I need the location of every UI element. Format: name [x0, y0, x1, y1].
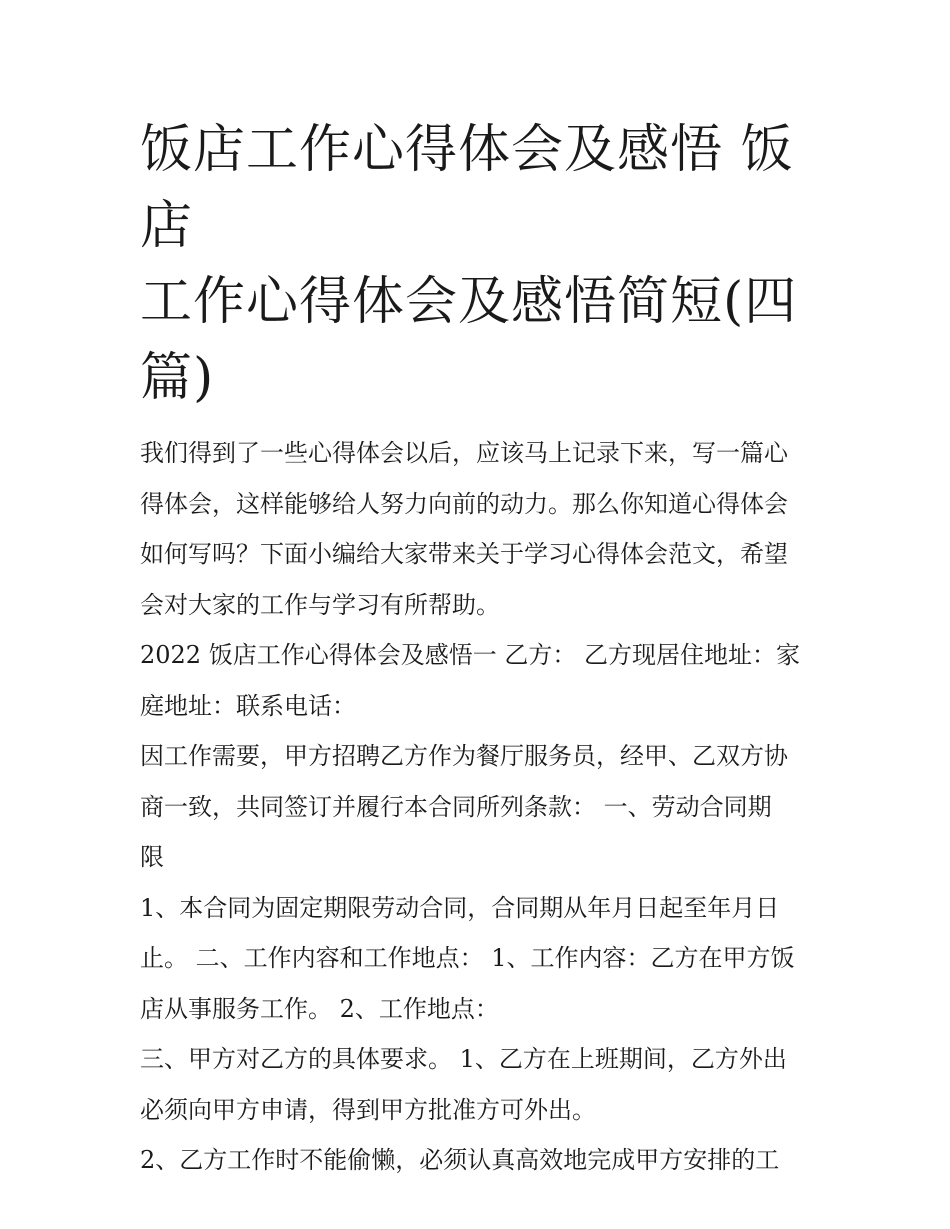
title-line: 饭店工作心得体会及感悟 饭店: [140, 120, 794, 256]
paragraph-intro: [140, 428, 822, 630]
paragraph-contract-term: [140, 883, 822, 1035]
paragraph-line: 2022 饭店工作心得体会及感悟一 乙方： 乙方现居住地址：家: [140, 641, 800, 669]
document-title: [140, 112, 822, 416]
paragraph-line: 2、乙方工作时不能偷懒，必须认真高效地完成甲方安排的工: [140, 1146, 780, 1174]
paragraph-line: 1、本合同为固定期限劳动合同，合同期从年月日起至年月日: [140, 893, 780, 922]
paragraph-line: 如何写吗？下面小编给大家带来关于学习心得体会范文，希望: [140, 540, 788, 568]
paragraph-line: 会对大家的工作与学习有所帮助。: [140, 590, 500, 619]
paragraph-line: 限: [140, 843, 164, 871]
paragraph-recruitment: [140, 731, 822, 883]
paragraph-line: 得体会，这样能够给人努力向前的动力。那么你知道心得体会: [140, 489, 788, 518]
paragraph-work-duty: [140, 1135, 822, 1186]
paragraph-line: 止。 二、工作内容和工作地点： 1、工作内容：乙方在甲方饭: [140, 944, 795, 972]
paragraph-line: 必须向甲方申请，得到甲方批准方可外出。: [140, 1095, 596, 1124]
paragraph-line: 因工作需要，甲方招聘乙方作为餐厅服务员，经甲、乙双方协: [140, 742, 788, 770]
title-line: 篇): [140, 348, 215, 408]
paragraph-line: 庭地址：联系电话：: [140, 691, 356, 720]
paragraph-line: 三、甲方对乙方的具体要求。 1、乙方在上班期间，乙方外出: [140, 1045, 787, 1073]
paragraph-line: 我们得到了一些心得体会以后，应该马上记录下来，写一篇心: [140, 439, 788, 467]
paragraph-parties: [140, 630, 822, 731]
paragraph-line: 商一致，共同签订并履行本合同所列条款： 一、劳动合同期: [140, 792, 772, 821]
paragraph-line: 店从事服务工作。 2、工作地点：: [140, 994, 499, 1023]
title-line: 工作心得体会及感悟简短(四: [140, 272, 798, 332]
paragraph-requirements: [140, 1034, 822, 1135]
